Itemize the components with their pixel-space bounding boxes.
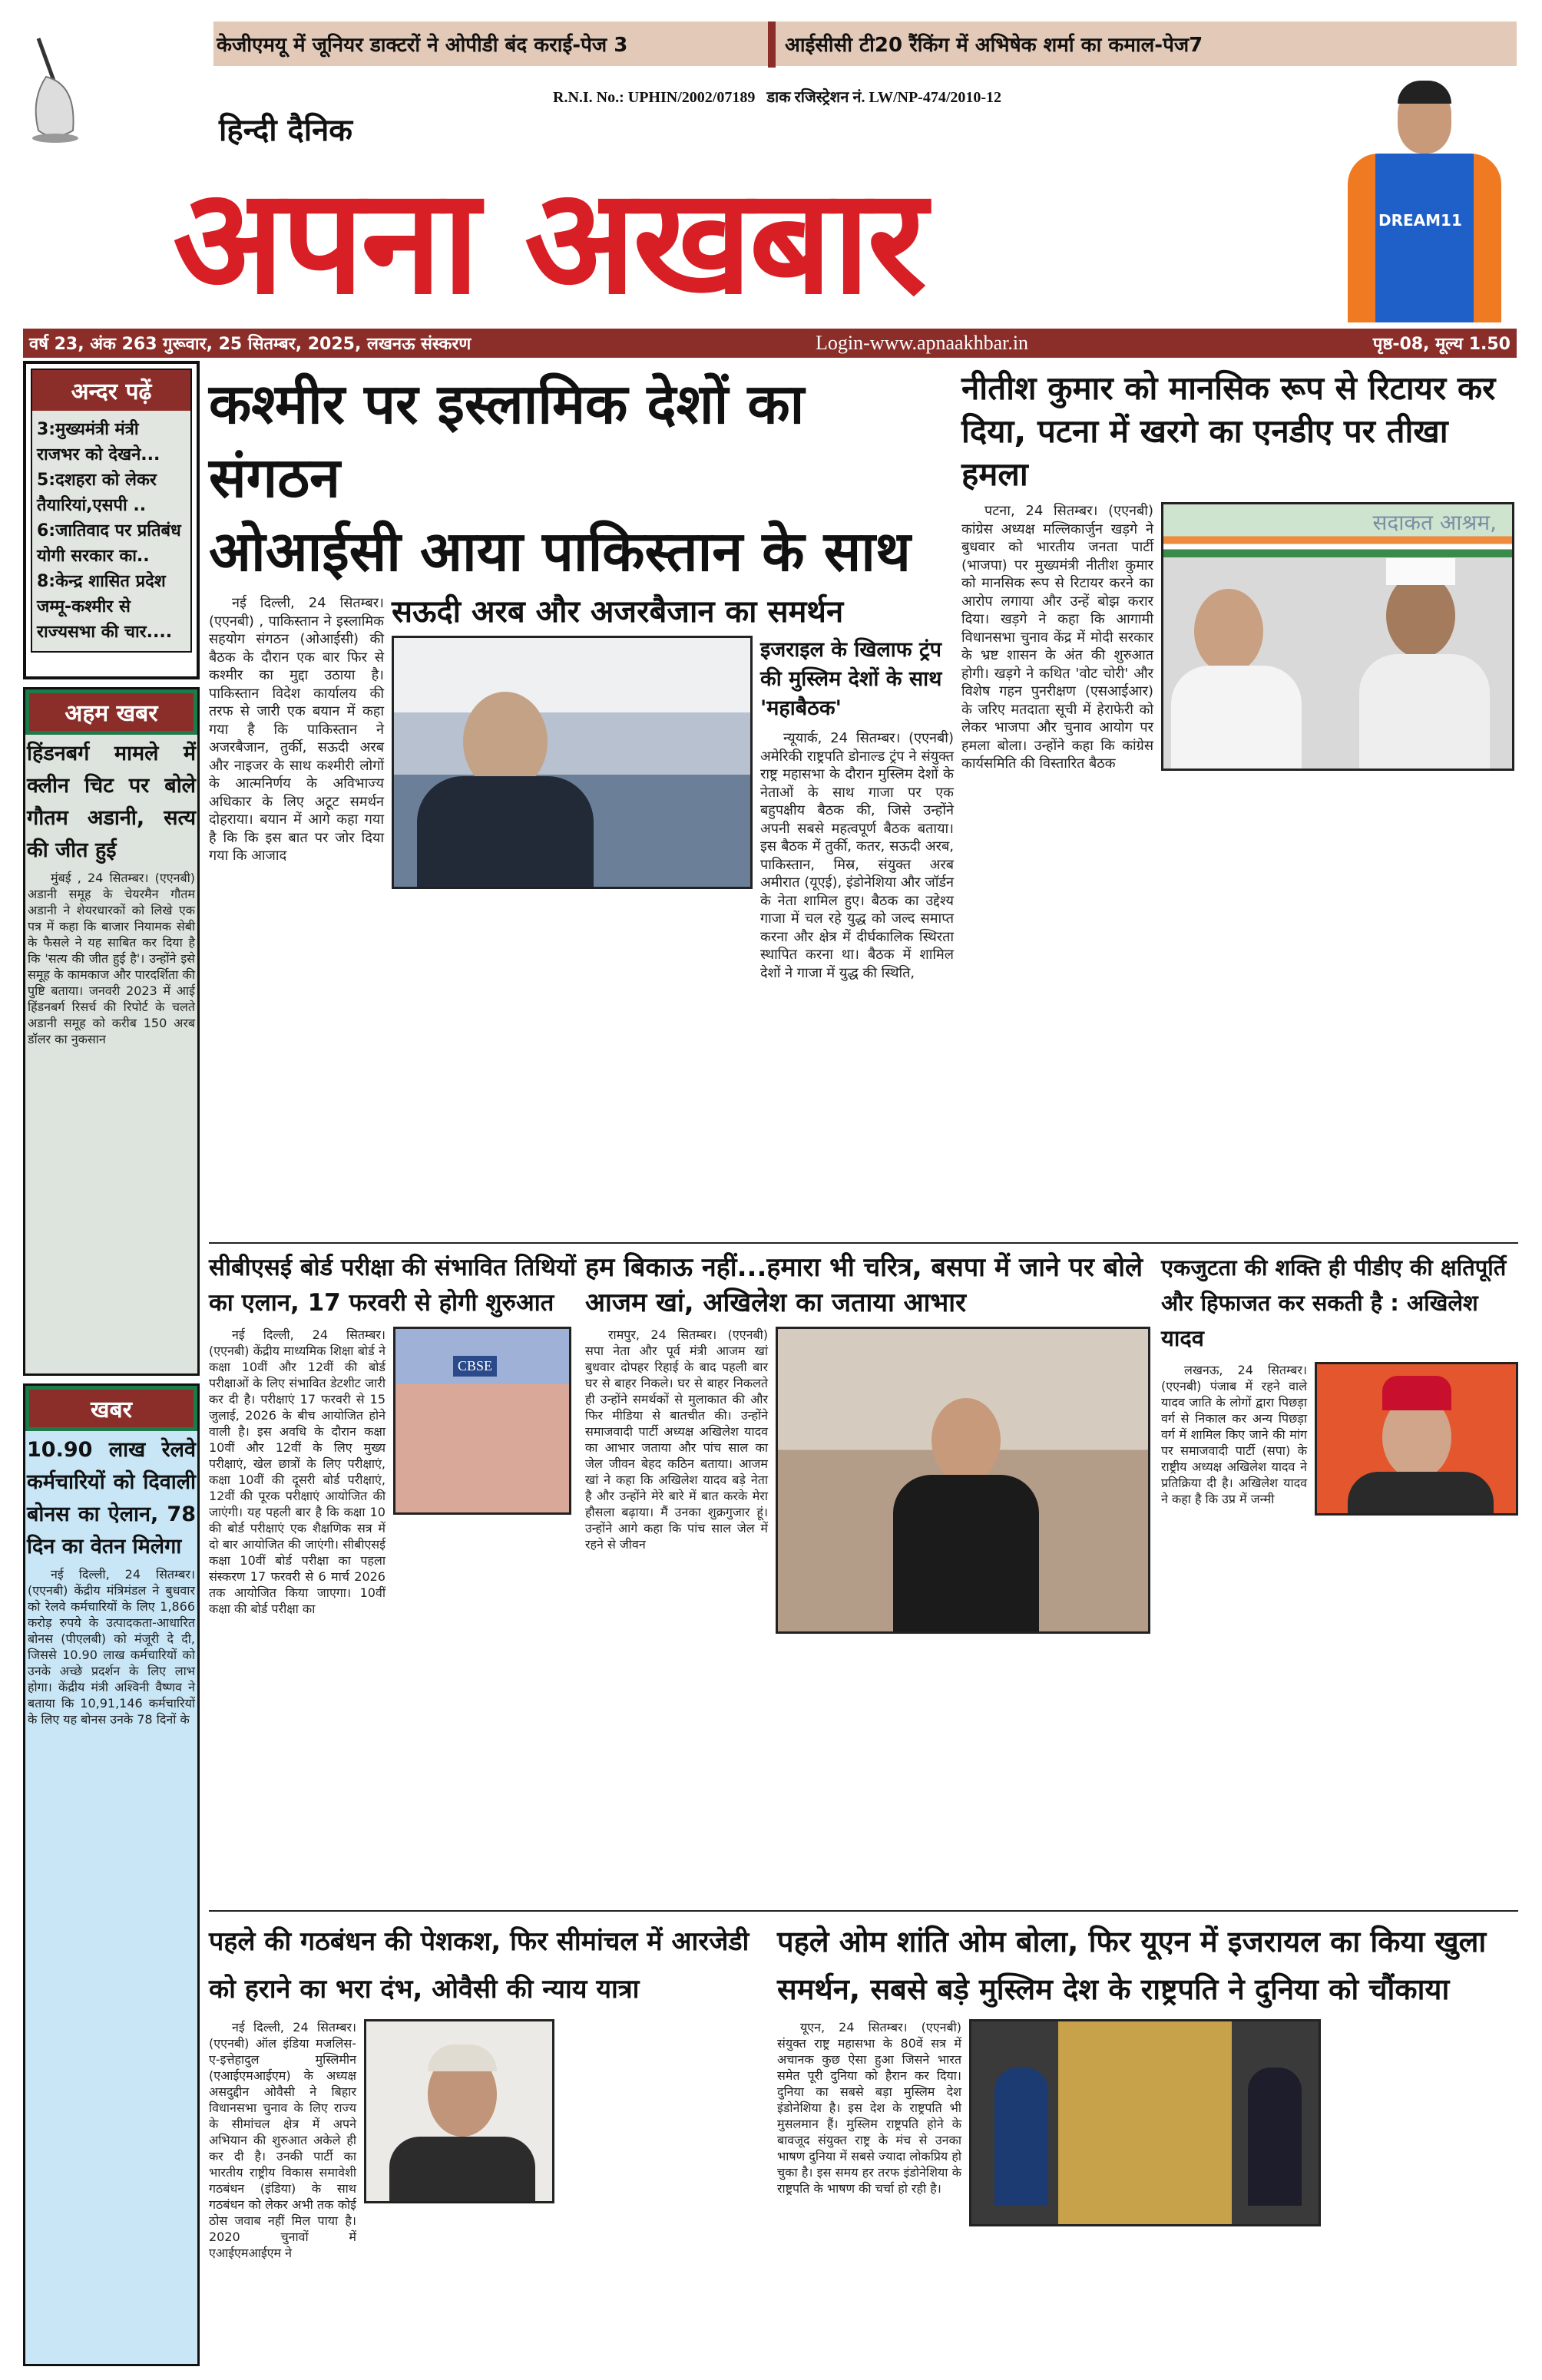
cbse-building-photo — [393, 1327, 571, 1515]
inside-item[interactable]: 6:जातिवाद पर प्रतिबंध योगी सरकार का.. — [37, 521, 181, 566]
ticker-left[interactable]: केजीएमयू में जूनियर डाक्टरों ने ओपीडी बंद कराई- पेज 3 — [213, 21, 768, 66]
lead-headline: कश्मीर पर इस्लामिक देशों का संगठन ओआईसी आया पाकिस्तान के साथ — [209, 372, 911, 583]
akhilesh-story — [1161, 1250, 1518, 1516]
akhilesh-headline: एकजुटता की शक्ति ही पीडीए की क्षतिपूर्ति और हिफाजत कर सकती है : अखिलेश यादव — [1161, 1254, 1507, 1351]
sidebar — [23, 361, 200, 2366]
news-box — [23, 1383, 200, 2366]
jersey-text: DREAM11 — [1378, 211, 1462, 230]
row-divider — [209, 1910, 1518, 2261]
azam-story — [585, 1250, 1153, 1634]
azam-columns — [585, 1327, 1153, 1634]
nitish-headline: नीतीश कुमार को मानसिक रूप से रिटायर कर दिया, पटना में खरगे का एनडीए पर तीखा हमला — [961, 369, 1496, 493]
important-news-title: अहम खबर — [25, 689, 197, 735]
oic-meeting-photo — [392, 636, 753, 889]
owaisi-story — [209, 1918, 769, 2261]
page-price: पृष्ठ-08, मूल्य 1.50 — [1372, 335, 1511, 354]
lead-lower — [392, 636, 954, 982]
top-band — [209, 367, 1518, 1235]
ticker-divider — [768, 21, 776, 68]
azam-khan-photo — [776, 1327, 1150, 1634]
inside-item[interactable]: 5:दशहरा को लेकर तैयारियां,एसपी .. — [37, 471, 157, 515]
azam-headline: हम बिकाऊ नहीं...हमारा भी चरित्र, बसपा में जाने पर बोले आजम खां, अखिलेश का जताया आभार — [585, 1252, 1143, 1318]
cbse-headline: सीबीएसई बोर्ड परीक्षा की संभावित तिथियों का एलान, 17 फरवरी से होगी शुरुआत — [209, 1254, 576, 1317]
kharge-rahul-photo — [1161, 502, 1514, 771]
photo-banner-text: सदाकत आश्रम, — [1372, 510, 1497, 535]
cbse-logo-text: CBSE — [453, 1356, 497, 1377]
israel-headline: इजराइल के खिलाफ ट्रंप की मुस्लिम देशों के साथ 'महाबैठक' — [760, 638, 942, 720]
israel-story — [760, 636, 954, 982]
news-box-title: खबर — [25, 1386, 197, 1431]
important-news-box — [23, 687, 200, 1376]
inside-item[interactable]: 8:केन्द्र शासित प्रदेश जम्मू-कश्मीर से राज्यसभा की चार.... — [37, 572, 173, 642]
important-news-headline: हिंडनबर्ग मामले में क्लीन चिट पर बोले गौतम अडानी, सत्य की जीत हुई — [27, 742, 196, 862]
lead-columns — [209, 594, 954, 982]
inside-pages-title: अन्दर पढ़ें — [32, 370, 190, 411]
date-bar — [23, 329, 1517, 358]
israel-body: न्यूयार्क, 24 सितम्बर। (एएनबी) अमेरिकी राष्ट्रपति डोनाल्ड ट्रंप ने संयुक्त राष्ट्र महासभा के दौरान मुस्लिम देशों के नेताओं के साथ गाजा पर एक बहुपक्षीय बैठक की, जिसे उन्होंने अपनी सबसे महत्वपूर्ण बैठक बताया। इस बैठक में तुर्की, कतर, सऊदी अरब, पाकिस्तान, मिस्र, संयुक्त अरब अमीरात (यूएई), इंडोनेशिया और जॉर्डन के नेता शामिल हुए। बैठक का उद्देश्य गाजा में चल रहे युद्ध को जल्द समाप्त करना और क्षेत्र में दीर्घकालिक स्थिरता स्थापित करना था। बैठक में शामिल देशों ने गाजा में युद्ध की स्थिति, — [760, 730, 954, 981]
important-news-body: मुंबई , 24 सितम्बर। (एएनबी) अडानी समूह के चेयरमैन गौतम अडानी ने शेयरधारकों को लिखे एक पत्र में कहा कि बाजार नियामक सेबी के फैसले ने यह साबित कर दिया है कि 'सत्य की जीत हुई है'। उन्होंने इसे समूह के कामकाज और पारदर्शिता की पुष्टि बताया। जनवरी 2023 में आई हिंडनबर्ग रिसर्च की रिपोर्ट के चलते अडानी समूह को करीब 150 अरब डॉलर का नुकसान — [28, 871, 195, 1046]
lead-story — [209, 367, 954, 982]
inside-pages-list — [32, 411, 190, 651]
news-box-body: नई दिल्ली, 24 सितम्बर। (एएनबी) केंद्रीय मंत्रिमंडल ने बुधवार को रेलवे कर्मचारियों के लिए 1,866 करोड़ रुपये के उत्पादकता-आधारित बोनस (पीएलबी) को मंजूरी दे दी, जिससे 10.90 लाख कर्मचारियों को उनके अच्छे प्रदर्शन के लिए लाभ होगा। केंद्रीय मंत्री अश्विनी वैष्णव ने बताया कि 10,91,146 कर्मचारियों के लिए यह बोनस उनके 78 दिनों के — [28, 1567, 195, 1727]
akhilesh-columns — [1161, 1362, 1518, 1516]
indonesia-body: यूएन, 24 सितम्बर। (एएनबी) संयुक्त राष्ट्र महासभा के 80वें सत्र में अचानक कुछ ऐसा हुआ जिसने भारत समेत पूरी दुनिया को हैरान कर दिया। दुनिया का सबसे बड़ा मुस्लिम देश इंडोनेशिया है। इस देश के राष्ट्रपति भी मुसलमान हैं। मुस्लिम राष्ट्रपति होने के बावजूद संयुक्त राष्ट्र के मंच से उनका भाषण दुनिया में सबसे ज्यादा लोकप्रिय हो चुका है। इस समय हर तरफ इंडोनेशिया के राष्ट्रपति के भाषण की चर्चा हो रही है। — [777, 2020, 961, 2196]
nitish-body: पटना, 24 सितम्बर। (एएनबी) कांग्रेस अध्यक्ष मल्लिकार्जुन खड़गे ने बुधवार को भारतीय जनता पार्टी (भाजपा) पर मुख्यमंत्री नीतीश कुमार को मानसिक रूप से रिटायर करने का आरोप लगाया और उन्हें बोझ करार दिया। खड़गे ने कहा कि आगामी विधानसभा चुनाव केंद्र में मोदी सरकार के भ्रष्ट शासन के अंत की शुरुआत होगी। खड़गे ने कथित 'वोट चोरी' और विशेष गहन पुनरीक्षण (एसआईआर) के जरिए मतदाता सूची में हेराफेरी को लेकर भाजपा और चुनाव आयोग पर हमला बोला। उन्होंने कहा कि कांग्रेस कार्यसमिति की विस्तारित बैठक — [961, 503, 1153, 772]
lead-subhead: सऊदी अरब और अजरबैजान का समर्थन — [392, 594, 844, 630]
indonesia-story — [777, 1918, 1518, 2226]
pen-hand-logo-icon — [23, 31, 88, 146]
registration-line: R.N.I. No.: UPHIN/2002/07189 डाक रजिस्ट्रेशन नं. LW/NP-474/2010-12 — [553, 89, 1002, 106]
akhilesh-body: लखनऊ, 24 सितम्बर। (एएनबी) पंजाब में रहने वाले यादव जाति के लोगों द्वारा पिछड़ा वर्ग से निकाल कर अन्य पिछड़ा वर्ग में शामिल किए जाने की मांग पर समाजवादी पार्टी (सपा) के राष्ट्रीय अध्यक्ष अखिलेश यादव ने प्रतिक्रिया दी है। अखिलेश यादव ने कहा है कि उप्र में जन्मी — [1161, 1363, 1307, 1506]
cbse-story — [209, 1250, 577, 1617]
main-content — [209, 367, 1518, 2261]
lead-right — [392, 594, 954, 982]
nitish-story — [961, 367, 1518, 773]
nitish-columns — [961, 502, 1518, 773]
tagline: हिन्दी दैनिक — [219, 113, 353, 148]
masthead-title: अपना अखबार — [173, 157, 924, 326]
dateline: वर्ष 23, अंक 263 गुरूवार, 25 सितम्बर, 2025, लखनऊ संस्करण — [29, 335, 472, 354]
news-box-headline: 10.90 लाख रेलवे कर्मचारियों को दिवाली बोनस का ऐलान, 78 दिन का वेतन मिलेगा — [27, 1438, 196, 1559]
indonesia-headline: पहले ओम शांति ओम बोला, फिर यूएन में इजरायल का किया खुला समर्थन, सबसे बड़े मुस्लिम देश के राष्ट्रपति ने दुनिया को चौंकाया — [777, 1925, 1487, 2006]
un-assembly-photo — [969, 2019, 1321, 2226]
inside-pages-box — [23, 361, 200, 679]
indonesia-columns — [777, 2019, 1518, 2226]
owaisi-body: नई दिल्ली, 24 सितम्बर। (एएनबी) ऑल इंडिया मजलिस-ए-इत्तेहादुल मुस्लिमीन (एआईएमआईएम) के अध्यक्ष असदुद्दीन ओवैसी ने बिहार विधानसभा चुनाव के लिए राज्य के सीमांचल क्षेत्र में अपने अभियान की शुरुआत अकेले ही कर दी है। उनकी पार्टी का भारतीय राष्ट्रीय विकास समावेशी गठबंधन (इंडिया) के साथ गठबंधन को लेकर अभी तक कोई ठोस जवाब नहीं मिल पाया है। 2020 चुनावों में एआईएमआईएम ने — [209, 2020, 356, 2260]
azam-body: रामपुर, 24 सितम्बर। (एएनबी) सपा नेता और पूर्व मंत्री आजम खां बुधवार दोपहर रिहाई के बाद पहली बार घर से बाहर निकले। घर से बाहर निकलते ही उन्होंने समर्थकों से मुलाकात की और फिर मीडिया से बातचीत की। उन्होंने समाजवादी पार्टी अध्यक्ष अखिलेश यादव का आभार जताया और पांच साल का जेल जीवन बेहद कठिन बताया। आजम खां ने कहा कि अखिलेश यादव बड़े नेता है और उन्होंने मेरे बारे में बात करके मेरा हौसला बढ़ाया। मैं उनका शुक्रगुजार हूं। उन्होंने आगे कहा कि पांच साल जेल में रहने से जीवन — [585, 1327, 768, 1552]
inside-item[interactable]: 3:मुख्यमंत्री मंत्री राजभर को देखने... — [37, 420, 160, 464]
cricketer-photo — [1332, 81, 1517, 322]
owaisi-columns — [209, 2019, 769, 2261]
website-link[interactable]: Login-www.apnaakhbar.in — [816, 332, 1029, 354]
lead-photo-column — [392, 636, 753, 895]
row-divider — [209, 1242, 1518, 1902]
cbse-columns — [209, 1327, 577, 1617]
owaisi-photo — [364, 2019, 554, 2203]
ticker-right[interactable]: आईसीसी टी20 रैंकिंग में अभिषेक शर्मा का कमाल- पेज7 — [776, 21, 1517, 66]
cbse-body: नई दिल्ली, 24 सितम्बर। (एएनबी) केंद्रीय माध्यमिक शिक्षा बोर्ड ने कक्षा 10वीं और 12वीं की बोर्ड परीक्षाओं के लिए संभावित डेटशीट जारी कर दी है। परीक्षाएं 17 फरवरी से 15 जुलाई, 2026 के बीच आयोजित होने वाली है। इस अवधि के दौरान कक्षा 10वीं और 12वीं के लिए मुख्य परीक्षाएं, खेल छात्रों के लिए परीक्षाएं, कक्षा 10वीं की दूसरी बोर्ड परीक्षाएं, 12वीं की पूरक परीक्षाएं आयोजित की जाएंगी। यह पहली बार है कि कक्षा 10 की बोर्ड परीक्षाएं एक शैक्षणिक सत्र में दो बार आयोजित की जाएंगी। सीबीएसई कक्षा 10वीं बोर्ड परीक्षा का पहला संस्करण 17 फरवरी से 6 मार्च 2026 तक आयोजित किया जाएगा। 10वीं कक्षा की बोर्ड परीक्षा का — [209, 1327, 386, 1616]
owaisi-headline: पहले की गठबंधन की पेशकश, फिर सीमांचल में आरजेडी को हराने का भरा दंभ, ओवैसी की न्याय यात्रा — [209, 1926, 749, 2005]
akhilesh-yadav-photo — [1315, 1362, 1518, 1516]
lead-body: नई दिल्ली, 24 सितम्बर। (एएनबी) , पाकिस्तान ने इस्लामिक सहयोग संगठन (ओआईसी) की बैठक के दौरान एक बार फिर से कश्मीर का मुद्दा उठाया है। पाकिस्तान विदेश कार्यालय की तरफ से जारी एक बयान में कहा गया है कि पाकिस्तान ने अजरबैजान, तुर्की, सऊदी अरब और नाइजर के साथ कश्मीरी लोगों के आत्मनिर्णय के अविभाज्य अधिकार के लिए अटूट समर्थन दोहराया। बयान में आगे कहा गया है कि कि इस बात पर जोर दिया गया कि आजाद — [209, 595, 384, 864]
